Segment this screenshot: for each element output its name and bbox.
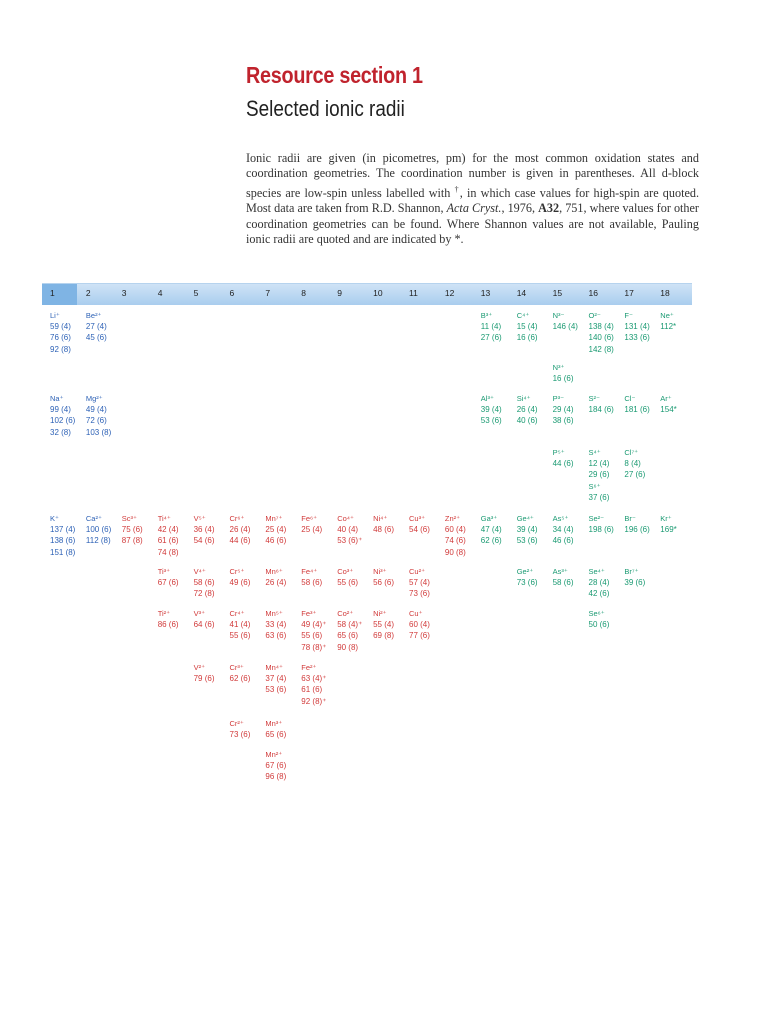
journal-volume: A32 (538, 201, 560, 216)
ion-cell (230, 513, 251, 547)
ion-cell (50, 393, 75, 438)
ion-cell (481, 393, 502, 427)
ion-cell (660, 393, 676, 415)
radius-value: 96 (8) (265, 772, 287, 782)
radius-value: 44 (6) (552, 459, 574, 469)
ion-label: Fe²⁺ (301, 663, 317, 672)
group-number-8: 8 (301, 288, 307, 298)
ion-cell (265, 513, 286, 547)
radius-value: 50 (6) (588, 620, 610, 630)
ion-label: S⁴⁺ (588, 448, 601, 457)
ion-cell (624, 447, 645, 481)
ion-label: K⁺ (50, 514, 59, 523)
ion-cell (553, 310, 578, 332)
ion-cell (409, 513, 430, 535)
ion-cell (337, 608, 362, 653)
radius-value: 142 (8) (588, 344, 614, 354)
ion-label: Se²⁻ (588, 514, 605, 523)
ion-cell (265, 749, 286, 783)
ion-label: Si⁴⁺ (516, 394, 531, 403)
group-number-15: 15 (552, 288, 563, 298)
ion-label: Ti³⁺ (157, 567, 171, 576)
radius-value: 53 (6) (480, 416, 502, 426)
radius-value: 58 (6) (193, 578, 215, 588)
radius-value: 90 (8) (444, 547, 466, 557)
ion-cell (265, 566, 286, 588)
intro-text-1: Ionic radii are given (in picometres, pm) for the most common oxidation states and coordination geometries. The coordination number is given in parentheses. All d-block species are low-spin unless labelled with (246, 151, 699, 200)
ion-cell (553, 447, 574, 469)
radius-value: 76 (6) (50, 333, 71, 343)
radius-value: 55 (6) (229, 631, 251, 641)
radius-value: 53 (6) (516, 536, 538, 546)
ion-cell (194, 513, 215, 547)
ion-label: V³⁺ (193, 609, 206, 618)
radius-value: 73 (6) (409, 589, 430, 599)
ion-label: Be²⁺ (85, 311, 102, 320)
radius-value: 39 (6) (624, 578, 646, 588)
radius-value: 67 (6) (157, 578, 179, 588)
ion-label: Mn⁵⁺ (265, 609, 283, 618)
radius-value: 133 (6) (624, 333, 650, 343)
radius-value: 62 (6) (229, 674, 251, 684)
ion-cell (481, 310, 502, 344)
ion-label: As³⁺ (552, 567, 568, 576)
radius-value: 73 (6) (516, 578, 538, 588)
ion-label: Ge²⁺ (516, 567, 534, 576)
ion-cell (230, 566, 251, 588)
radius-value: 27 (6) (480, 333, 502, 343)
ion-label: Kr⁺ (660, 514, 672, 523)
ion-label: N³⁻ (552, 311, 565, 320)
ion-label: F⁻ (624, 311, 633, 320)
ion-label: C⁴⁺ (516, 311, 530, 320)
radius-value: 75 (6) (121, 525, 143, 535)
radius-value: 25 (4) (301, 525, 323, 535)
group-number-4: 4 (157, 288, 163, 298)
ion-label: Mn⁷⁺ (265, 514, 283, 523)
ion-cell (409, 566, 430, 600)
ion-label: N³⁺ (552, 363, 565, 372)
ion-label: Na⁺ (50, 394, 64, 403)
ion-cell (445, 513, 466, 558)
ion-label: Co²⁺ (337, 609, 354, 618)
ion-label: Ca²⁺ (85, 514, 102, 523)
radius-value: 8 (4) (624, 459, 641, 469)
ion-label: Co⁴⁺ (337, 514, 354, 523)
ion-cell (301, 662, 326, 707)
radius-value: 11 (4) (480, 322, 502, 332)
radius-value: 15 (4) (516, 322, 538, 332)
ion-cell (589, 393, 614, 415)
radius-value: 79 (6) (193, 674, 215, 684)
ion-label: Mg²⁺ (85, 394, 103, 403)
ion-cell (158, 608, 179, 630)
radius-value: 28 (4) (588, 578, 610, 588)
group-number-7: 7 (265, 288, 271, 298)
radius-value: 65 (6) (337, 631, 359, 641)
radius-value: 32 (8) (50, 427, 71, 437)
ion-cell (230, 608, 251, 642)
radius-value: 64 (6) (193, 620, 215, 630)
radius-value: 42 (4) (157, 525, 179, 535)
ion-label: Cl⁻ (624, 394, 636, 403)
journal-name: Acta Cryst. (446, 201, 502, 216)
radius-value: 87 (8) (121, 536, 143, 546)
radius-value: 53 (6) (265, 685, 287, 695)
page-title (246, 62, 423, 89)
ion-cell (301, 566, 322, 588)
intro-text-2: , in which case values for high-spin are quoted. Most data are taken from R.D. Shannon, (246, 185, 700, 216)
radius-value: 58 (6) (552, 578, 574, 588)
ion-cell (265, 608, 286, 642)
ion-cell (337, 566, 358, 588)
radius-value: 61 (6) (157, 536, 179, 546)
radius-value: 102 (6) (50, 416, 76, 426)
ion-label: Cr²⁺ (229, 719, 244, 728)
ion-cell (230, 718, 251, 740)
radius-value: 39 (4) (480, 405, 502, 415)
intro-paragraph (246, 151, 699, 248)
radius-value: 26 (4) (516, 405, 538, 415)
radius-value: 54 (6) (193, 536, 215, 546)
ion-cell (230, 662, 251, 684)
radius-value: 67 (6) (265, 761, 287, 771)
radius-value: 26 (4) (265, 578, 287, 588)
radius-value: 63 (6) (265, 631, 287, 641)
radius-value: 29 (4) (552, 405, 574, 415)
group-number-17: 17 (624, 288, 634, 298)
ion-cell (517, 566, 538, 588)
radius-value: 198 (6) (588, 525, 614, 535)
radius-value: 27 (4) (85, 322, 107, 332)
radius-value: 57 (4) (409, 578, 430, 588)
radius-value: 55 (6) (301, 631, 323, 641)
group-number-3: 3 (121, 288, 127, 298)
ion-label: Ne⁺ (660, 311, 674, 320)
ion-label: Co³⁺ (337, 567, 354, 576)
radius-value: 100 (6) (85, 525, 112, 535)
ion-cell (517, 310, 538, 344)
ion-label: Br⁷⁺ (624, 567, 639, 576)
radius-value: 72 (6) (85, 416, 107, 426)
radius-value: 196 (6) (624, 525, 650, 535)
radius-value: 12 (4) (588, 459, 610, 469)
ion-cell (86, 393, 111, 438)
radius-value: 138 (4) (588, 322, 614, 332)
radius-value: 72 (8) (193, 589, 215, 599)
radius-value: 33 (4) (265, 620, 287, 630)
radius-value: 40 (4) (337, 525, 359, 535)
radius-value: 138 (6) (50, 536, 76, 546)
radius-value: 56 (6) (373, 578, 394, 588)
group-number-10: 10 (373, 288, 383, 298)
radius-value: 29 (6) (588, 470, 610, 480)
ion-label: Mn⁶⁺ (265, 567, 283, 576)
ion-cell (409, 608, 430, 642)
radius-value: 140 (6) (588, 333, 614, 343)
radius-value: 78 (8)⁺ (301, 642, 327, 652)
ion-cell (373, 608, 394, 642)
radius-value: 112* (660, 322, 677, 332)
ion-cell (624, 566, 645, 588)
ion-label: Fe³⁺ (301, 609, 317, 618)
ion-label: S⁶⁺ (588, 481, 601, 491)
ion-label: V²⁺ (193, 663, 206, 672)
ion-cell (624, 393, 649, 415)
ion-cell (553, 362, 574, 384)
radius-value: 58 (4)⁺ (337, 620, 363, 630)
group-number-14: 14 (516, 288, 527, 298)
radius-value: 25 (4) (265, 525, 287, 535)
radius-value: 59 (4) (50, 322, 71, 332)
radius-value: 131 (4) (624, 322, 650, 332)
radius-value: 154* (660, 405, 677, 415)
ion-label: Ga³⁺ (480, 514, 498, 523)
ion-cell (337, 513, 362, 547)
ion-label: Al³⁺ (480, 394, 494, 403)
ion-cell (194, 662, 215, 684)
ion-label: S²⁻ (588, 394, 600, 403)
radius-value: 49 (6) (229, 578, 251, 588)
ion-label: Cr⁶⁺ (229, 514, 245, 523)
radius-value: 74 (8) (157, 547, 179, 557)
radius-value: 184 (6) (588, 405, 614, 415)
ion-label: Ar⁺ (660, 394, 672, 403)
radius-value: 73 (6) (229, 730, 251, 740)
radius-value: 137 (4) (50, 525, 76, 535)
radius-value: 55 (6) (337, 578, 359, 588)
radius-value: 55 (4) (373, 620, 394, 630)
ion-label: Mn³⁺ (265, 719, 283, 728)
radius-value: 47 (4) (480, 525, 502, 535)
ion-label: Zn²⁺ (444, 514, 461, 523)
radius-value: 60 (4) (409, 620, 430, 630)
ion-cell (86, 513, 111, 547)
ion-label: Ni⁴⁺ (373, 514, 388, 523)
radius-value: 112 (8) (85, 536, 111, 546)
ion-label: Se⁴⁺ (588, 567, 605, 576)
ion-label: Cr⁵⁺ (229, 567, 245, 576)
radius-value: 45 (6) (85, 333, 107, 343)
radius-value: 86 (6) (157, 620, 179, 630)
group-number-11: 11 (409, 288, 418, 298)
radius-value: 34 (4) (552, 525, 574, 535)
page-subtitle-text: Selected ionic radii (246, 96, 405, 121)
group-number-12: 12 (444, 288, 455, 298)
radius-value: 77 (6) (409, 631, 430, 641)
radius-value: 53 (6)⁺ (337, 536, 363, 546)
ion-label: Ge⁴⁺ (516, 514, 534, 523)
ion-label: Fe⁶⁺ (301, 514, 318, 523)
radius-value: 65 (6) (265, 730, 287, 740)
ion-cell (553, 513, 574, 547)
ion-cell (301, 608, 326, 653)
group-number-16: 16 (588, 288, 598, 298)
ion-label: Cu²⁺ (409, 567, 426, 576)
ion-cell (660, 310, 676, 332)
ion-cell (589, 447, 610, 503)
radius-value: 49 (4)⁺ (301, 620, 327, 630)
ion-label: V⁴⁺ (193, 567, 206, 576)
ion-label: As⁵⁺ (552, 514, 569, 523)
ion-cell (373, 513, 394, 535)
ion-cell (194, 566, 215, 600)
ion-cell (158, 566, 179, 588)
ion-label: Mn²⁺ (265, 750, 283, 759)
ion-cell (50, 513, 75, 558)
ion-label: Cu⁺ (409, 609, 423, 618)
ion-cell (50, 310, 71, 355)
radius-value: 169* (660, 525, 677, 535)
ion-label: Cr³⁺ (229, 663, 244, 672)
radius-value: 60 (4) (444, 525, 466, 535)
ion-cell (589, 310, 614, 355)
page-subtitle (246, 96, 405, 122)
radius-value: 37 (6) (588, 492, 610, 502)
radius-value: 90 (8) (337, 642, 359, 652)
ion-cell (481, 513, 502, 547)
radius-value: 16 (6) (516, 333, 538, 343)
ion-label: Se⁶⁺ (588, 609, 605, 618)
ion-cell (589, 513, 614, 535)
radius-value: 92 (8)⁺ (301, 696, 327, 706)
radius-value: 39 (4) (516, 525, 538, 535)
ion-label: Ti²⁺ (157, 609, 171, 618)
ion-label: O²⁻ (588, 311, 601, 320)
ion-cell (589, 608, 610, 630)
radius-value: 36 (4) (193, 525, 215, 535)
radius-value: 151 (8) (50, 547, 76, 557)
radius-value: 103 (8) (85, 427, 112, 437)
radius-value: 46 (6) (552, 536, 574, 546)
radius-value: 41 (4) (229, 620, 251, 630)
radius-value: 44 (6) (229, 536, 251, 546)
radius-value: 61 (6) (301, 685, 323, 695)
group-number-5: 5 (193, 288, 199, 298)
radius-value: 27 (6) (624, 470, 646, 480)
radius-value: 38 (6) (552, 416, 574, 426)
ion-label: V⁵⁺ (193, 514, 206, 523)
radius-value: 63 (4)⁺ (301, 674, 327, 684)
ion-label: Li⁺ (50, 311, 60, 320)
radius-value: 74 (6) (444, 536, 466, 546)
ion-cell (158, 513, 179, 558)
radius-value: 37 (4) (265, 674, 287, 684)
ion-label: Sc³⁺ (121, 514, 138, 523)
radius-value: 26 (4) (229, 525, 251, 535)
ion-cell (373, 566, 394, 588)
ion-label: Ni²⁺ (373, 609, 387, 618)
group-number-13: 13 (480, 288, 491, 298)
group-header-highlight (42, 284, 77, 305)
intro-text-3: , 1976, (501, 201, 539, 216)
ion-cell (265, 718, 286, 740)
radius-value: 62 (6) (480, 536, 502, 546)
radius-value: 92 (8) (50, 344, 71, 354)
radius-value: 181 (6) (624, 405, 650, 415)
radius-value: 16 (6) (552, 374, 574, 384)
ion-label: Br⁻ (624, 514, 636, 523)
ion-label: Mn⁴⁺ (265, 663, 283, 672)
ion-cell (86, 310, 107, 344)
ion-cell (624, 310, 649, 344)
radius-value: 69 (8) (373, 631, 394, 641)
ion-cell (624, 513, 649, 535)
radius-value: 54 (6) (409, 525, 430, 535)
ion-label: Cu³⁺ (409, 514, 426, 523)
ion-cell (122, 513, 143, 547)
page-title-text: Resource section 1 (246, 62, 423, 88)
ion-cell (517, 393, 538, 427)
ion-label: Cl⁷⁺ (624, 448, 639, 457)
ion-cell (265, 662, 286, 696)
ion-label: P⁵⁺ (552, 448, 565, 457)
ion-cell (589, 566, 610, 600)
radius-value: 146 (4) (552, 322, 578, 332)
radius-value: 99 (4) (50, 405, 71, 415)
radius-value: 42 (6) (588, 589, 610, 599)
group-number-1: 1 (50, 288, 55, 298)
radius-value: 46 (6) (265, 536, 287, 546)
ionic-radii-table (42, 283, 692, 843)
ion-cell (553, 566, 574, 588)
ion-label: Fe⁴⁺ (301, 567, 318, 576)
group-number-6: 6 (229, 288, 235, 298)
radius-value: 58 (6) (301, 578, 323, 588)
ion-label: Ti⁴⁺ (157, 514, 171, 523)
intro-text-4: , 751, where values for other coordination geometries can be found. Where Shannon values are not available, Pauling ionic radii are quoted and are indicated by *. (246, 201, 699, 247)
dagger-mark: † (454, 184, 460, 194)
ion-label: B³⁺ (480, 311, 493, 320)
ion-cell (553, 393, 574, 427)
ion-cell (517, 513, 538, 547)
ion-label: Cr⁴⁺ (229, 609, 245, 618)
radius-value: 40 (6) (516, 416, 538, 426)
ion-label: P³⁻ (552, 394, 565, 403)
ion-cell (660, 513, 676, 535)
ion-label: Ni³⁺ (373, 567, 387, 576)
group-number-18: 18 (660, 288, 670, 298)
radius-value: 48 (6) (373, 525, 394, 535)
ion-cell (301, 513, 322, 535)
group-number-2: 2 (85, 288, 91, 298)
group-number-9: 9 (337, 288, 342, 298)
radius-value: 49 (4) (85, 405, 107, 415)
ion-cell (194, 608, 215, 630)
